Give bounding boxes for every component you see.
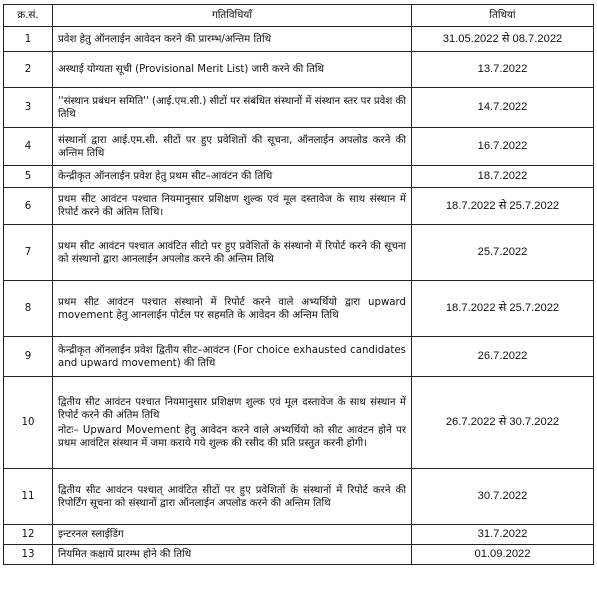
row-activity: प्रथम सीट आवंटन पश्चात आवंटित सीटो पर हुए प्रवेशितों के संस्थानो में रिपोर्ट करने की सूचना को संस्थानो द्वारा आनलाईन अपलोड करने की अन्तिम तिथि (53, 225, 412, 281)
row-activity: संस्थानों द्वारा आई.एम.सी. सीटों पर हुए प्रवेशितों की सूचना, ऑनलाईन अपलोड करने की अन्तिम तिथि (53, 128, 412, 166)
row-date: 26.7.2022 से 30.7.2022 (412, 377, 594, 469)
row-date: 13.7.2022 (412, 52, 594, 88)
row-date: 25.7.2022 (412, 225, 594, 281)
row-serial-number: 7 (4, 225, 53, 281)
row-serial-number: 2 (4, 52, 53, 88)
row-activity (53, 377, 412, 469)
table-row (4, 128, 594, 166)
row-activity: इन्टरनल स्लाईडिंग (53, 525, 412, 545)
row-activity: ''संस्थान प्रबंधन समिति'' (आई.एम.सी.) सीटों पर संबंधित संस्थानों में संस्थान स्तर पर प्रवेश की तिथि (53, 88, 412, 128)
row-date: 14.7.2022 (412, 88, 594, 128)
row-serial-number: 3 (4, 88, 53, 128)
row-note: नोटः– Upward Movement हेतु आवेदन करने वाले अभ्यर्थियो को सीट आवंटन होने पर प्रथम आवंटित संस्थान में जमा कराये गये शुल्क की रसीद की प्रति प्रस्तुत करनी होगी। (58, 424, 406, 449)
row-serial-number: 9 (4, 337, 53, 377)
row-date: 31.7.2022 (412, 525, 594, 545)
row-activity: प्रथम सीट आवंटन पश्चात नियमानुसार प्रशिक्षण शुल्क एवं मूल दस्तावेज के साथ संस्थान में रिपोर्ट करने की अंतिम तिथि। (53, 188, 412, 225)
row-activity-text: द्वितीय सीट आवंटन पश्चात नियमानुसार प्रशिक्षण शुल्क एवं मूल दस्तावेज के साथ संस्थान में रिपोर्ट करने की अंतिम तिथि (58, 396, 406, 421)
table-header-row (4, 5, 594, 27)
row-date: 31.05.2022 से 08.7.2022 (412, 27, 594, 52)
table-row (4, 377, 594, 469)
table-row (4, 166, 594, 188)
row-serial-number: 6 (4, 188, 53, 225)
row-serial-number: 11 (4, 469, 53, 525)
table-row (4, 337, 594, 377)
row-date: 01.09.2022 (412, 545, 594, 565)
row-serial-number: 12 (4, 525, 53, 545)
table-row (4, 88, 594, 128)
table-row (4, 225, 594, 281)
row-serial-number: 5 (4, 166, 53, 188)
table-row (4, 281, 594, 337)
row-serial-number: 1 (4, 27, 53, 52)
row-activity: प्रवेश हेतु ऑनलाईन आवेदन करने की प्रारम्भ/अन्तिम तिथि (53, 27, 412, 52)
row-activity: अस्थाई योग्यता सूची (Provisional Merit List) जारी करने की तिथि (53, 52, 412, 88)
row-date: 16.7.2022 (412, 128, 594, 166)
table-row (4, 52, 594, 88)
admission-schedule-table (3, 4, 594, 565)
row-date: 18.7.2022 (412, 166, 594, 188)
row-date: 18.7.2022 से 25.7.2022 (412, 281, 594, 337)
table-row (4, 188, 594, 225)
table-row (4, 27, 594, 52)
row-activity: द्वितीय सीट आवंटन पश्चात् आवंटित सीटों पर हुए प्रवेशितों के संस्थानों में रिपोर्ट करने की रिपोर्टिंग सूचना को संस्थानों द्वारा ऑनलाईन अपलोड करने की अन्तिम तिथि (53, 469, 412, 525)
row-date: 30.7.2022 (412, 469, 594, 525)
header-activities: गतिविधियाँ (53, 5, 412, 27)
header-dates: तिथियां (412, 5, 594, 27)
row-date: 26.7.2022 (412, 337, 594, 377)
row-serial-number: 10 (4, 377, 53, 469)
row-serial-number: 8 (4, 281, 53, 337)
header-serial-number: क्र.सं. (4, 5, 53, 27)
table-row (4, 545, 594, 565)
table-row (4, 525, 594, 545)
table-row (4, 469, 594, 525)
row-date: 18.7.2022 से 25.7.2022 (412, 188, 594, 225)
row-activity: केन्द्रीकृत ऑनलाईन प्रवेश द्वितीय सीट–आवंटन (For choice exhausted candidates and upward movement) की तिथि (53, 337, 412, 377)
row-activity: नियमित कक्षायें प्रारम्भ होने की तिथि (53, 545, 412, 565)
row-activity: प्रथम सीट आवंटन पश्चात संस्थानो में रिपोर्ट करने वाले अभ्यर्थियो द्वारा upward movement हेतु आनलाईन पोर्टल पर सहमति के आवेदन की अन्तिम तिथि (53, 281, 412, 337)
row-serial-number: 13 (4, 545, 53, 565)
row-activity: केन्द्रीकृत ऑनलाईन प्रवेश हेतु प्रथम सीट–आवंटन की तिथि (53, 166, 412, 188)
row-serial-number: 4 (4, 128, 53, 166)
